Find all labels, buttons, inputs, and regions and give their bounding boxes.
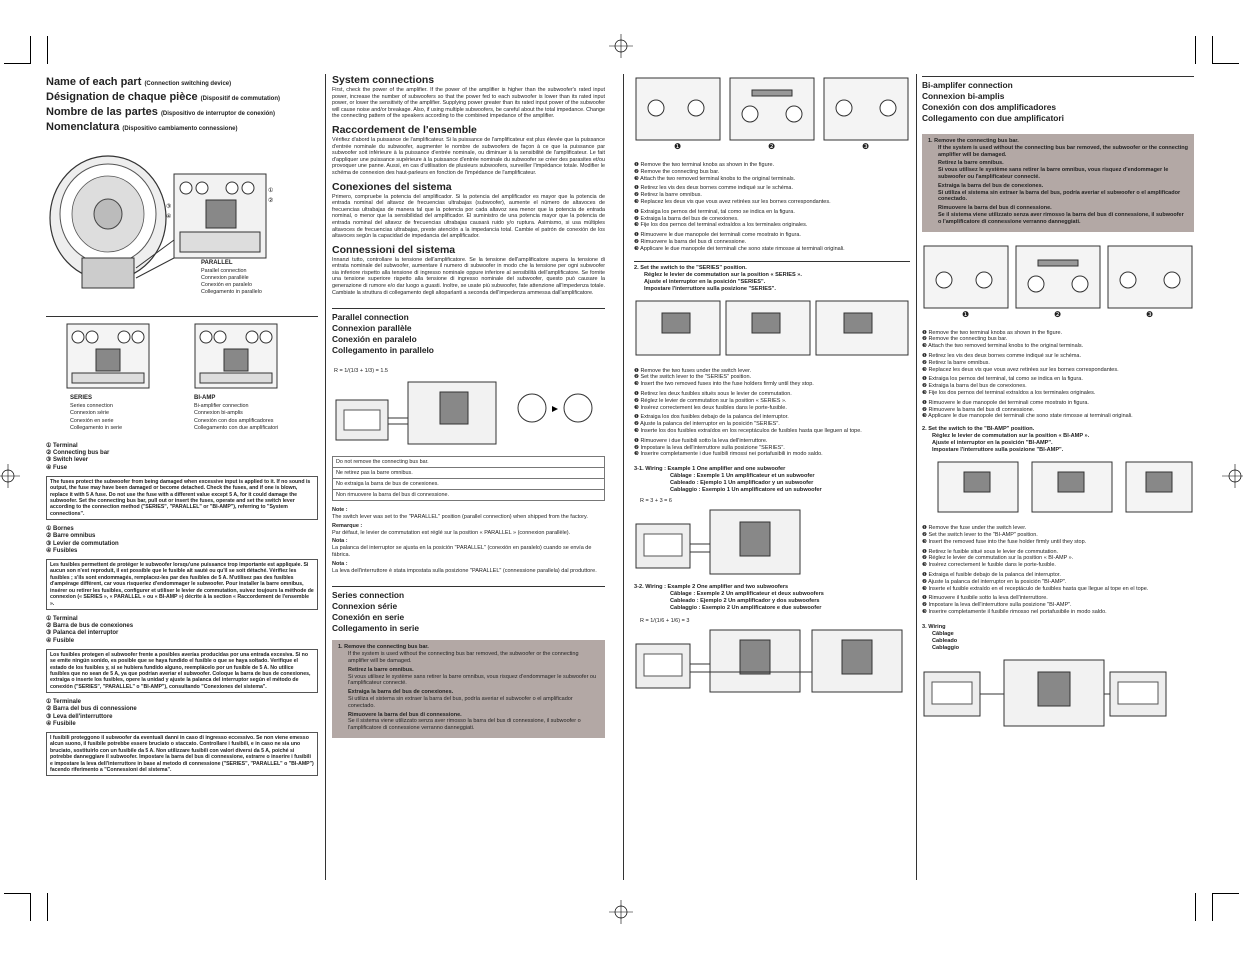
biamp-step1-list: ❶ Remove the two terminal knobs as shown in the figure. ❷ Remove the connecting bus bar. ❸ Attach the two removed terminal knobs to the original terminals. ❶ Retirez les vis des deux bornes comme indiqué sur le schéma. ❷ Retirez la barre omnibus. ❸ Replacez les deux vis que vous avez retirées sur les bornes correspondantes. ❶ Extraiga los pernos del terminal, tal como se indica en la figura. ❷ Extraiga la barra del bus de conexiones. ❸ Fije los dos pernos del terminal extraídos a los terminales originales. ❶ Rimuovere le due manopole dei terminali come mostrato in figura. ❷ Rimuovere la barra del bus di connessione. ❸ Applicare le due manopole dei terminali che sono state rimosse ai terminali originali. (922, 329, 1133, 420)
section-text-es: Primero, compruebe la potencia del amplificador. Si la potencia del amplificador es mayor que la potencia de entrada nominal del altavoz de frecuencias ultrabajas (subwoofer), aumente el número de altavoces de frecuencias ultrabajas de manera tal que la potencia por cada altavoz sea menor que la potencia de entrada nominal, o menor que la sensibilidad del amplificador. El suministro de una potencia mayor que la potencia de entrada nominal del altavoz de frecuencias ultrabajas causará ruido y/o ruptura. Asimismo, si usa múltiples altavoces de frecuencias ultrabajas, preste atención a la impedancia total. Cambie el patrón de conexión de los altavoces según la capacidad de impedancia del amplificador. (332, 193, 605, 240)
parts-list-es: ① Terminal ② Barra de bus de conexiones ③ Palanca del interruptor ④ Fusible (46, 615, 134, 644)
biamp-remove-busbar-box: 1. Remove the connecting bus bar. If the system is used without the connecting bus bar removed, the subwoofer or the connecting amplifier will be damaged. Retirez la barre omnibus. Si vous utilisez le système sans retirer la barre omnibus, vous risquez d'endommager le subwoofer ou l'amplificateur connecté. Extraiga la barra del bus de conexiones. Si utiliza el sistema sin extraer la barra del bus, podría averiar el subwoofer o el amplificador conectado. Rimuovere la barra del bus di connessione. Se il sistema viene utilizzato senza aver rimosso la barra del bus di connessione, il subwoofer o l'amplificatore di connessione verranno danneggiati. (922, 134, 1194, 232)
section-title-en: System connections (332, 74, 435, 86)
section-text-it: Innanzi tutto, controllare la tensione dell'amplificatore. Se la tensione dell'amplificatore supera la tensione di entrata nominale del subwoofer, aumentare il numero di subwoofer in modo che la tensione per ogni subwoofer sia inferiore rispetto alla tensione di ingresso nominale oppure inferiore al sensibilità dell'amplificatore. Se fornite una tensione superiore rispetto alla tensione di ingresso nominale del subwoofer, questo può causare la generazione di rumore e/o dar luogo a guasti. Inoltre, se usate più subwoofer, fate attenzione all'impedenza totale. Cambiate la struttura di collegamento degli altoparlanti a seconda dell'impedenza ammessa dall'amplificatore. (332, 256, 605, 296)
wiring-example-2: R = 1/(1/6 + 1/6) = 3 (634, 612, 910, 696)
fuse-note-es: Los fusibles protegen el subwoofer frente a posibles averías producidas por una entrada excesiva. Si no se emite ningún sonido, es posible que se haya fundido el fusible o que se haya soltado. Verifique el estado de los fusibles y, si se hubiera fundido alguno, reemplácelo por un fusible de 5 A. No utilice fusibles que no sean de 5 A, ya que podrían averiar el subwoofer. Coloque la barra de bus de conexiones, extraiga o inserte los fusibles, opere la unidad y ajuste la palanca del interruptor según el método de conexión ("SERIES", "PARALLEL" o "BI-AMP"), consultando "Conexiones del sistema". (46, 649, 318, 693)
wiring-example-1-diagram-icon (634, 508, 834, 578)
crop-mark (30, 893, 31, 921)
wiring-example-1-heading: 3-1. Wiring : Example 1 One amplifier and one subwoofer Câblage : Exemple 1 Un amplificateur et un subwoofer Cableado : Ejemplo 1 Un amplificador y un subwoofer Cablaggio : Esempio 1 Un amplificatore ed un subwoofer (634, 466, 822, 494)
wiring-example-2-heading: 3-2. Wiring : Example 2 One amplifier and two subwoofers Câblage : Exemple 2 Un amplificateur et deux subwoofers Cableado : Ejemplo 2 Un amplificador y dos subwoofers Cablaggio : Esempio 2 Un amplificatore e due subwoofer (634, 584, 824, 612)
column-divider (623, 74, 624, 880)
section-title-it: Connessioni del sistema (332, 243, 456, 256)
crop-mark (1195, 893, 1196, 921)
wiring-example-2-diagram-icon (634, 626, 910, 696)
biamp-diagram-icon (194, 323, 278, 389)
title-fr: Désignation de chaque pièce (Dispositif de commutation) (46, 91, 280, 103)
fuse-note-fr: Les fusibles permettent de protéger le subwoofer lorsqu'une puissance trop importante est appliquée. Si aucun son n'est reproduit, il est possible que le fusible ait sauté ou qu'il se soit détaché. Vérifiez les fusibles ; s'ils sont endommagés, remplacez-les par des fusibles de 5 A. N'utilisez pas des fusibles d'ampérage différent, car vous risqueriez d'endommager le subwoofer. Pour installer la barre omnibus, insérer ou retirer les fusibles, configurer et utiliser le levier de commutation, suivez toujours la méthode de connexion (« SERIES », « PARALLEL » ou « BI-AMP ») décrite à la section « Raccordement de l'ensemble ». (46, 559, 318, 610)
parallel-heading: Parallel connection Connexion parallèle Conexión en paralelo Collegamento in parallelo (332, 312, 434, 356)
biamp-wiring-heading: 3. Wiring Câblage Cableado Cablaggio (922, 623, 960, 651)
series-caption: SERIES Series connection Connexion série Conexión en serie Collegamento in serie (70, 395, 123, 431)
biamp-heading: Bi-amplifer connection Connexion bi-amplis Conexión con dos amplificadores Collegamento con due amplificatori (922, 80, 1064, 123)
svg-text:②: ② (268, 198, 274, 204)
column-system-connections (332, 70, 605, 738)
registration-mark-icon (0, 464, 20, 488)
crop-mark (4, 63, 31, 64)
section-title-es: Conexiones del sistema (332, 180, 452, 193)
series-step2-list: ❶ Remove the two fuses under the switch lever. ❷ Set the switch lever to the "SERIES" position. ❸ Insert the two removed fuses into the fuse holders firmly until they stop. ❶ Retirez les deux fusibles situés sous le levier de commutation. ❷ Réglez le levier de commutation sur la position « SERIES ». ❸ Insérez correctement les deux fusibles dans le porte-fusible. ❶ Extraiga los dos fusibles debajo de la palanca del interruptor. ❷ Ajuste la palanca del interruptor en la posición "SERIES". ❸ Inserte los dos fusibles extraídos en los receptáculos de fusibles hasta que lleguen al tope. ❶ Rimuovere i due fusibili sotto la leva dell'interruttore. ❷ Impostare la leva dell'interruttore sulla posizione "SERIES". ❸ Inserire completamente i due fusibili rimossi nei portafusibili in modo saldo. (634, 367, 862, 458)
fuse-note-it: I fusibili proteggono il subwoofer da eventuali danni in caso di ingresso eccessivo. Se non viene emesso alcun suono, il fusibile potrebbe essere bruciato o staccato. Controllare i fusibili, e in caso ne sia uno bruciato, sostituirlo con un fusibile da 5 A. Non utilizzare fusibili con valori diversi da 5 A, poiché si potrebbe danneggiare il subwoofer. Impostare la barra del bus di connessione, estrarre o inserire i fusibili e impostare la leva dell'interruttore in base al metodo di connessione ("SERIES", "PARALLEL" o "BI-AMP") facendo riferimento a "Connessioni del sistema". (46, 732, 318, 776)
series-step2-heading: 2. Set the switch to the "SERIES" position. Réglez le levier de commutation sur la position « SERIES ». Ajuste el interruptor en la posición "SERIES". Impostare l'interruttore sulla posizione "SERIES". (634, 264, 802, 292)
crop-mark (1212, 893, 1239, 894)
section-title-fr: Raccordement de l'ensemble (332, 123, 477, 136)
series-busbar-figures: ❶ ❷ ❸ (634, 74, 910, 154)
subwoofer-diagram-icon (46, 140, 318, 310)
section-text-fr: Vérifiez d'abord la puissance de l'amplificateur. Si la puissance de l'amplificateur est plus élevée que la puissance d'entrée nominale du subwoofer, augmenter le nombre de subwoofers de façon à ce que la puissance par subwoofer soit inférieure à la puissance d'entrée nominale, ou diminuer à la sensibilité de l'amplificateur. Le fait d'appliquer une puissance supérieure à la puissance d'entrée nominale du subwoofer se créer des parasites et/ou provoquer une panne. Aussi, en cas d'utilisation de plusieurs subwoofers, surveiller l'impédance totale. Modifier le schéma de connexion des haut-parleurs en fonction de l'impédance de l'amplificateur. (332, 136, 605, 176)
crop-mark (1195, 36, 1196, 64)
svg-text:③: ③ (166, 204, 172, 210)
crop-mark (47, 36, 48, 64)
crop-mark (30, 36, 31, 64)
column-series-steps (634, 70, 910, 696)
registration-mark-icon (609, 900, 633, 924)
column-divider (325, 74, 326, 880)
biamp-step2-heading: 2. Set the switch to the "BI-AMP" position. Réglez le levier de commutation sur la position « BI-AMP ». Ajuste el interruptor en la posición "BI-AMP". Impostare l'interruttore sulla posizione "BI-AMP". (922, 426, 1090, 454)
column-parts (46, 70, 318, 782)
biamp-step2-list: ❶ Remove the fuse under the switch lever. ❷ Set the switch lever to the "BI-AMP" position. ❸ Insert the removed fuse into the fuse holder firmly until they stop. ❶ Retirez le fusible situé sous le levier de commutation. ❷ Réglez le levier de commutation sur la position « BI-AMP ». ❸ Insérez correctement le fusible dans le porte-fusible. ❶ Extraiga el fusible debajo de la palanca del interruptor. ❷ Ajuste la palanca del interruptor en la posición "BI-AMP". ❸ Inserte el fusible extraído en el receptáculo de fusibles hasta que llegue al tope en el tope. ❶ Rimuovere il fusibile sotto la leva dell'interruttore. ❷ Impostare la leva dell'interruttore sulla posizione "BI-AMP". ❸ Inserire completamente il fusibile rimosso nel portafusibile in modo saldo. (922, 525, 1149, 615)
crop-mark (1212, 893, 1213, 921)
series-heading: Series connection Connexion série Conexión en serie Collegamento in serie (332, 590, 420, 634)
crop-mark (1212, 36, 1213, 64)
factory-notes: Note : The switch lever was set to the "PARALLEL" position (parallel connection) when shipped from the factory. Remarque : Par défaut, le levier de commutation est réglé sur la position « PARALLEL » (connexion parallèle). Nota : La palanca del interruptor se ajusta en la posición "PARALLEL" (conexión en paralelo) cuando se envía de fábrica. Nota : La leva dell'interruttore è stata impostata sulla posizione "PARALLEL" (connessione parallela) dal produttore. (332, 507, 597, 574)
section-text-en: First, check the power of the amplifier. If the power of the amplifier is higher than the subwoofer's rated input power, increase the number of subwoofers so that the power fed to each subwoofer is lower than its rated input power, or lower the sensitivity of the amplifier. Supplying power greater than its rated input power of the subwoofer will cause noise and/or breakage. Also, if using multiple subwoofers, be careful about the total impedance. Change the connecting pattern of the speakers according to the combined impedance of the amplifier. (332, 87, 605, 120)
parallel-wiring-diagram-icon (332, 378, 605, 450)
subwoofer-illustration (46, 140, 318, 310)
parallel-caption: PARALLEL Parallel connection Connexion parallèle Conexión en paralelo Collegamento in parallelo (201, 260, 262, 295)
parallel-diagram (332, 360, 605, 450)
parallel-formula: R = 1/(1/3 + 1/3) = 1.5 (334, 368, 388, 375)
do-not-remove-warning: Do not remove the connecting bus bar. Ne retirez pas la barre omnibus. No extraiga la barra de bus de conexiones. Non rimuovere la barra del bus di connessione. (332, 456, 605, 501)
column-biamp (922, 70, 1194, 733)
series-step1-list: ❶ Remove the two terminal knobs as shown in the figure. ❷ Remove the connecting bus bar. ❸ Attach the two removed terminal knobs to the original terminals. ❶ Retirez les vis des deux bornes comme indiqué sur le schéma. ❷ Retirez la barre omnibus. ❸ Replacez les deux vis que vous avez retirées sur les bornes correspondantes. ❶ Extraiga los pernos del terminal, tal como se indica en la figura. ❷ Extraiga la barra del bus de conexiones. ❸ Fije los dos pernos del terminal extraídos a los terminales originales. ❶ Rimuovere le due manopole dei terminali come mostrato in figura. ❷ Rimuovere la barra del bus di connessione. ❸ Applicare le due manopole dei terminali che sono state rimosse ai terminali originali. (634, 162, 845, 252)
crop-mark (47, 893, 48, 921)
parts-list-en: ① Terminal ② Connecting bus bar ③ Switch lever ④ Fuse (46, 443, 110, 471)
svg-text:①: ① (268, 188, 274, 194)
column-divider (916, 74, 917, 880)
titles-block (46, 76, 318, 136)
biamp-caption: BI-AMP Bi-amplifier connection Connexion bi-amplis Conexión con dos amplificadores Collegamento con due amplificatori (194, 395, 279, 431)
title-it: Nomenclatura (Dispositivo cambiamento connessione) (46, 121, 238, 133)
fuse-note-en: The fuses protect the subwoofer from being damaged when excessive input is applied to it. If no sound is output, the fuse may have been damaged or become detached. Check the fuses, and if one is blown, replace it with 5 A fuse. Do not use the fuse with a different value except 5 A, for it could damage the subwoofer. Set the connecting bus bar, pull out or insert the fuses, operate and set the switch lever according to the connection method ("SERIES", "PARALLEL" or "BI-AMP"), referring to "System connections". (46, 476, 318, 520)
switch-modes (46, 323, 318, 443)
series-remove-busbar-box: 1. Remove the connecting bus bar. If the system is used without the connecting bus bar removed, the subwoofer or the connecting amplifier will be damaged. Retirez la barre omnibus. Si vous utilisez le système sans retirer la barre omnibus, vous risquez d'endommager le subwoofer ou l'amplificateur connecté. Extraiga la barra del bus de conexiones. Si utiliza el sistema sin extraer la barra del bus, podría averiar el subwoofer o el amplificador conectado. Rimuovere la barra del bus di connessione. Se il sistema viene utilizzato senza aver rimosso la barra del bus di connessione, il subwoofer o l'amplificatore di connessione verranno danneggiati. (332, 640, 605, 738)
wiring-example-1: R = 3 + 3 = 6 (634, 494, 910, 578)
biamp-switch-diagram-icon (922, 458, 1194, 516)
parts-list-it: ① Terminale ② Barra del bus di connessione ③ Leva dell'interruttore ④ Fusibile (46, 699, 137, 727)
registration-mark-icon (609, 34, 633, 58)
svg-text:④: ④ (166, 214, 172, 220)
title-en: Name of each part (Connection switching device) (46, 76, 232, 88)
parts-list-fr: ① Bornes ② Barre omnibus ③ Levier de commutation ④ Fusibles (46, 526, 119, 554)
system-connections-text (332, 74, 605, 296)
series-switch-diagram-icon (634, 297, 910, 359)
biamp-wiring-diagram-icon (922, 658, 1194, 728)
biamp-busbar-figures: ❶ ❷ ❸ (922, 242, 1194, 322)
title-es: Nombre de las partes (Dispositivo de interruptor de conexión) (46, 106, 275, 118)
crop-mark (1212, 63, 1239, 64)
crop-mark (4, 893, 31, 894)
registration-mark-icon (1222, 464, 1243, 488)
series-diagram-icon (66, 323, 150, 389)
